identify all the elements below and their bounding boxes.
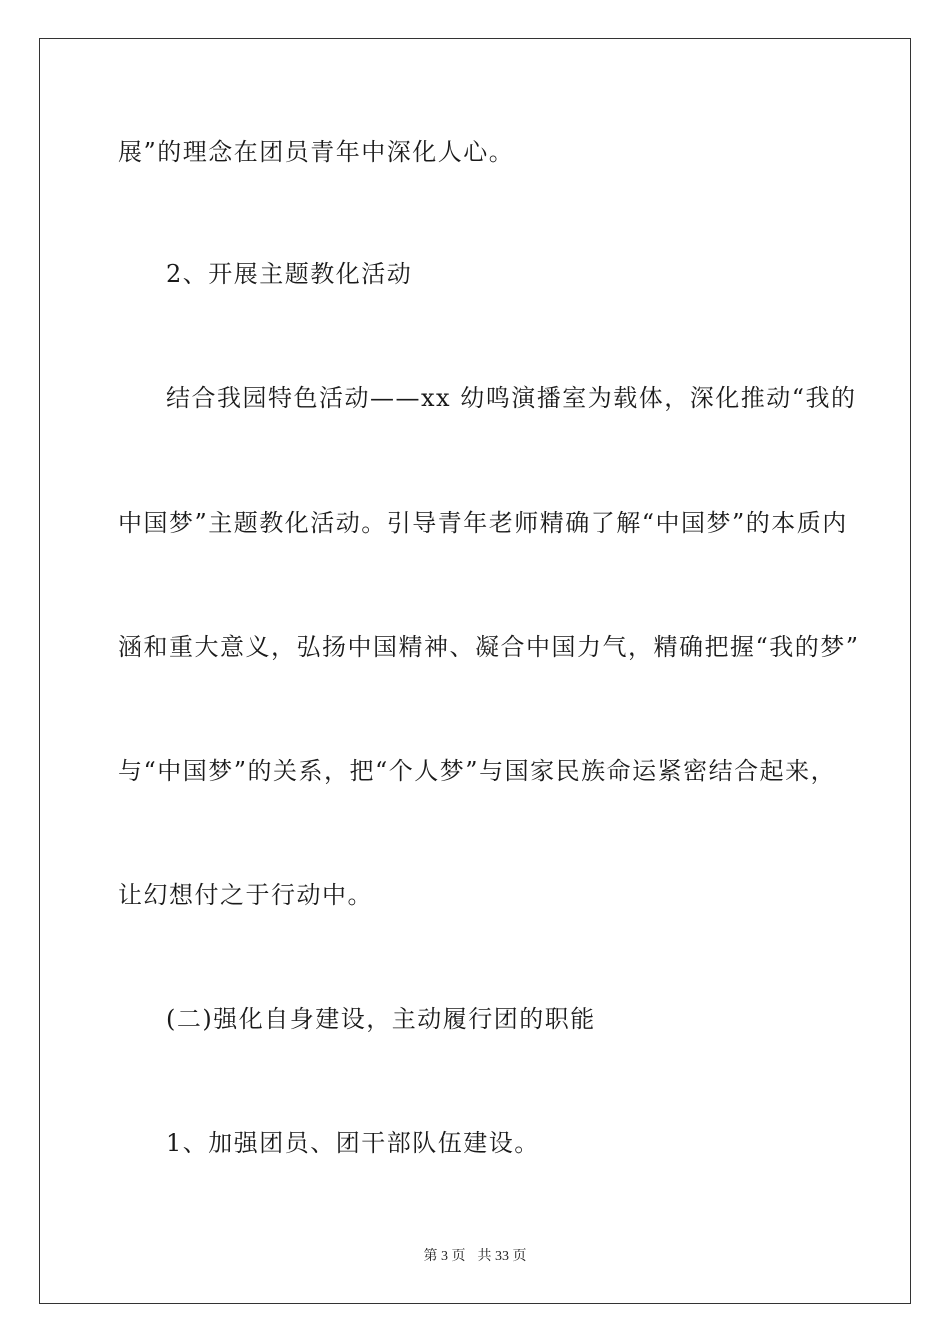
section-heading: 2、开展主题教化活动 [166,260,413,288]
total-pages: 共 33 页 [477,1249,527,1264]
paragraph-line: 展”的理念在团员青年中深化人心。 [118,138,515,166]
section-heading: 1、加强团员、团干部队伍建设。 [166,1129,540,1157]
paragraph-line: 涵和重大意义，弘扬中国精神、凝合中国力气，精确把握“我的梦” [118,633,860,661]
paragraph-line: 与“中国梦”的关系，把“个人梦”与国家民族命运紧密结合起来， [118,757,837,785]
paragraph-line: 让幻想付之于行动中。 [118,881,373,909]
paragraph-line: 结合我园特色活动——xx 幼鸣演播室为载体，深化推动“我的 [166,384,857,412]
page-border [39,38,911,1304]
paragraph-line: 中国梦”主题教化活动。引导青年老师精确了解“中国梦”的本质内 [118,509,848,537]
page-footer [0,1248,950,1266]
section-heading: (二)强化自身建设，主动履行团的职能 [166,1005,596,1033]
page-number: 第 3 页 [423,1249,466,1264]
